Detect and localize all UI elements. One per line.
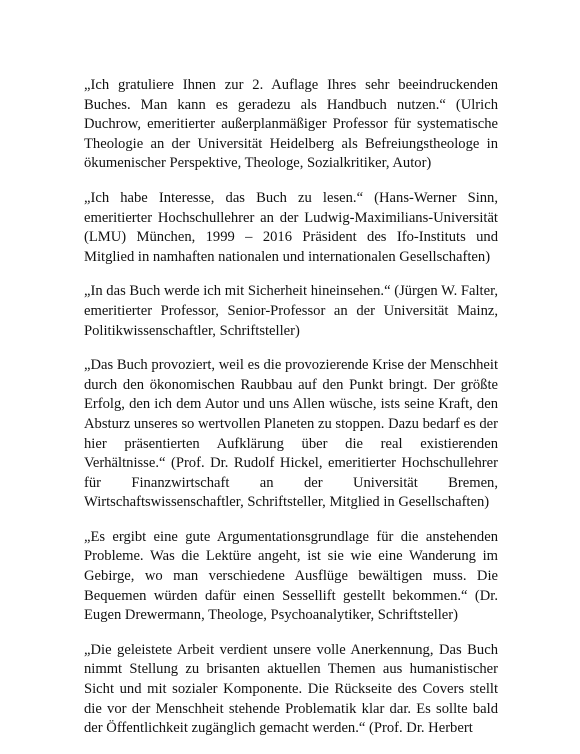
quote-paragraph-falter: „In das Buch werde ich mit Sicherheit hineinsehen.“ (Jürgen W. Falter, emeritierter Professor, Senior-Professor an der Universität Mainz, Politikwissenschaftler, Schriftsteller) <box>84 283 498 339</box>
quote-paragraph-duchrow: „Ich gratuliere Ihnen zur 2. Auflage Ihres sehr beeindruckenden Buches. Man kann es geradezu als Handbuch nutzen.“ (Ulrich Duchrow, emeritierter außerplanmäßiger Professor für systematische Theologie an der Universität Heidelberg als Befreiungstheologe in ökumenischer Perspektive, Theologe, Sozialkritiker, Autor) <box>84 77 498 172</box>
quote-paragraph-herbert: „Die geleistete Arbeit verdient unsere volle Anerkennung, Das Buch nimmt Stellung zu brisanten aktuellen Themen aus humanistischer Sicht und mit sozialer Komponente. Die Rückseite des Covers stellt die vor der Menschheit stehende Problematik klar dar. Es sollte bald der Öffentlichkeit zugänglich gemacht werden.“ (Prof. Dr. Herbert <box>84 641 498 737</box>
quote-paragraph-hickel: „Das Buch provoziert, weil es die provozierende Krise der Menschheit durch den ökonomischen Raubbau auf den Punkt bringt. Der größte Erfolg, den ich dem Autor und uns Allen wüsche, ists seine Kraft, den Absturz unseres so wertvollen Planeten zu stoppen. Dazu bedarf es der hier präsentierten Aufklärung über die real existierenden Verhältnisse.“ (Prof. Dr. Rudolf Hickel, emeritierter Hochschullehrer für Finanzwirtschaft an der Universität Bremen, Wirtschaftswissenschaftler, Schriftsteller, Mitglied in Gesellschaften) <box>84 357 498 511</box>
quote-paragraph-sinn: „Ich habe Interesse, das Buch zu lesen.“ (Hans-Werner Sinn, emeritierter Hochschullehrer an der Ludwig-Maximilians-Universität (LMU) München, 1999 – 2016 Präsident des Ifo-Instituts und Mitglied in namhaften nationalen und internationalen Gesellschaften) <box>84 189 498 265</box>
document-body <box>84 76 498 754</box>
quote-paragraph-drewermann: „Es ergibt eine gute Argumentationsgrundlage für die anstehenden Probleme. Was die Lektüre angeht, ist sie wie eine Wanderung im Gebirge, wo man verschiedene Ausflüge bewältigen muss. Die Bequemen würden dafür einen Sessellift gestellt bekommen.“ (Dr. Eugen Drewermann, Theologe, Psychoanalytiker, Schriftsteller) <box>84 528 498 624</box>
